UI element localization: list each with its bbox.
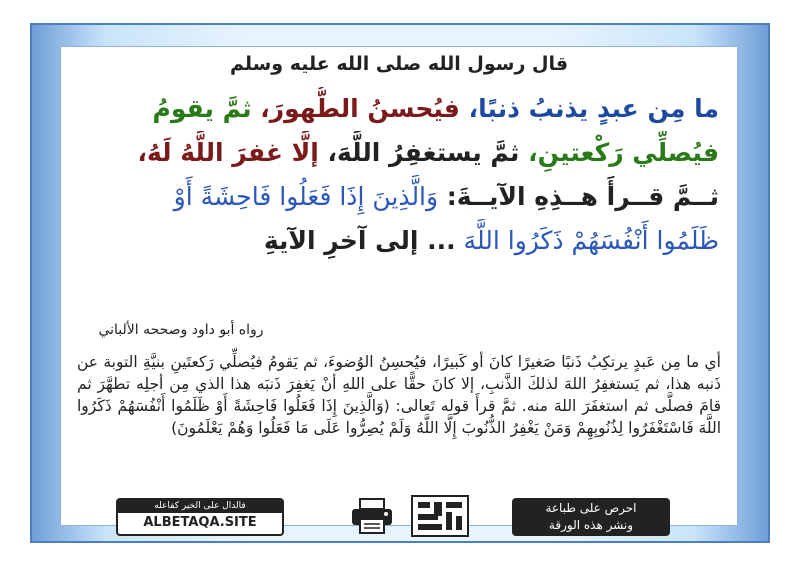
al-dawa-logo-icon — [410, 494, 470, 538]
hadith-line — [79, 175, 719, 219]
hadith-line — [79, 219, 719, 263]
quran-verse: وَالَّذِينَ إِذَا فَعَلُوا فَاحِشَةً أَوْ — [173, 182, 439, 211]
hadith-text — [79, 87, 719, 263]
hadith-phrase: إلَّا غفرَ اللَّهُ لَهُ، — [137, 138, 319, 167]
hadith-phrase: فيُحسنُ الطُّهورَ، — [251, 94, 460, 123]
explanation-text: أي ما مِن عَبدٍ يرتكِبُ ذَنبًا صَغيرًا كانَ أو كَبيرًا، فيُحسِنُ الوُضوءَ، ثم يَقومُ فيُصلِّي رَكعتَينِ بنيَّةِ التوبة عن ذَنبه هذا، ثم يَستغفِرُ اللهَ لذلكَ الذَّنبِ، إلا كانَ حقًّا على اللهِ أنْ يَغفِرَ ذَنبَه هذا الذي مِن أجلِه تطهَّرَ ثم قامَ فصلَّى ثم استغفَرَ اللهَ منه. ثمَّ قرأَ قوله تَعالى: (وَالَّذِينَ إِذَا فَعَلُوا فَاحِشَةً أَوْ ظَلَمُوا أَنْفُسَهُمْ ذَكَرُوا اللَّهَ فَاسْتَغْفَرُوا لِذُنُوبِهِمْ وَمَنْ يَغْفِرُ الذُّنُوبَ إِلَّا اللَّهُ وَلَمْ يُصِرُّوا عَلَى مَا فَعَلُوا وَهُمْ يَعْلَمُونَ) — [77, 353, 721, 437]
hadith-card — [60, 46, 738, 526]
site-tagline: فالدال على الخير كفاعله — [118, 500, 282, 513]
print-note-line: احرص على طباعة — [545, 501, 637, 515]
hadith-line — [79, 87, 719, 131]
hadith-phrase: ثمَّ يستغفِرُ اللَّهَ، — [318, 138, 520, 167]
site-url: ALBETAQA.SITE — [143, 515, 257, 530]
site-badge[interactable] — [116, 498, 284, 536]
printer-icon — [348, 497, 396, 535]
hadith-phrase: ... إلى آخرِ الآيةِ — [263, 226, 456, 255]
hadith-line — [79, 131, 719, 175]
hadith-phrase: ثمَّ يقومُ — [152, 94, 252, 123]
quran-verse: ظَلَمُوا أَنْفُسَهُمْ ذَكَرُوا اللَّهَ — [455, 226, 719, 255]
narrator-citation: رواه أبو داود وصححه الألباني — [98, 322, 264, 338]
print-note — [512, 498, 670, 536]
hadith-phrase: ما مِن عبدٍ يذنبُ ذنبًا، — [459, 94, 719, 123]
print-note-line: ونشر هذه الورقة — [548, 518, 634, 532]
hadith-title: قال رسول الله صلى الله عليه وسلم — [229, 53, 569, 75]
hadith-phrase: فيُصلِّي رَكْعتينِ، — [519, 138, 719, 167]
hadith-phrase: ثــمَّ قــرأَ هــذِهِ الآيــةَ: — [438, 182, 719, 211]
